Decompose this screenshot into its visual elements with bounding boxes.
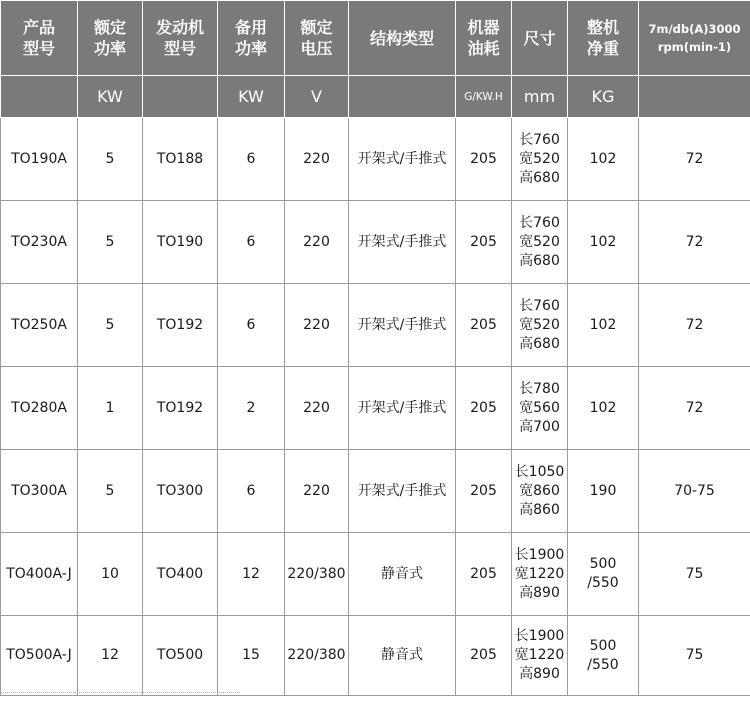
table-row [1,533,750,616]
cell-fuel: 205 [456,118,512,201]
cell-weight-line: /550 [587,656,619,673]
header-standby-power: 备用 功率 [218,1,285,76]
cell-noise: 72 [639,367,750,450]
cell-structure: 开架式/手推式 [349,284,456,367]
cell-weight [568,616,639,696]
cell-size-line: 宽520 [519,316,560,333]
cell-noise: 75 [639,616,750,696]
cell-size-line: 长1050 [514,463,565,480]
header-rated-voltage: 额定 电压 [285,1,349,76]
cell-noise: 72 [639,284,750,367]
cell-fuel: 205 [456,284,512,367]
cell-model: TO300A [1,450,78,533]
cell-weight-line: 102 [589,399,617,416]
cell-size [512,450,568,533]
cell-model: TO230A [1,201,78,284]
cell-weight-line: 190 [589,482,617,499]
cell-weight [568,201,639,284]
unit-cell: mm [512,76,568,118]
bottom-fill [0,700,750,719]
cell-size [512,284,568,367]
table-row [1,616,750,696]
cell-standby-power: 6 [218,284,285,367]
cell-size-line: 高860 [519,501,560,518]
cell-size-line: 宽1220 [514,565,565,582]
cell-size-line: 宽560 [519,399,560,416]
table-row [1,284,750,367]
cell-noise: 70-75 [639,450,750,533]
cell-standby-power: 2 [218,367,285,450]
table-row [1,450,750,533]
cell-rated-power: 10 [78,533,143,616]
cell-size-line: 长1900 [514,546,565,563]
cell-voltage: 220 [285,367,349,450]
cell-structure: 开架式/手推式 [349,450,456,533]
cell-size-line: 长760 [519,297,560,314]
cell-weight [568,284,639,367]
header-engine-model: 发动机 型号 [143,1,218,76]
cell-weight [568,118,639,201]
unit-cell: KW [218,76,285,118]
cell-model: TO280A [1,367,78,450]
cell-weight-line: 102 [589,316,617,333]
table-row [1,201,750,284]
header-weight: 整机 净重 [568,1,639,76]
cell-standby-power: 12 [218,533,285,616]
header-fuel: 机器 油耗 [456,1,512,76]
cell-rated-power: 5 [78,450,143,533]
header-row [1,1,750,76]
cell-noise: 72 [639,201,750,284]
cell-size [512,367,568,450]
cell-structure: 静音式 [349,533,456,616]
unit-cell [639,76,750,118]
cell-rated-power: 5 [78,118,143,201]
cell-size [512,201,568,284]
cell-size-line: 宽860 [519,482,560,499]
header-rated-power: 额定 功率 [78,1,143,76]
cell-structure: 开架式/手推式 [349,118,456,201]
cell-standby-power: 15 [218,616,285,696]
cell-rated-power: 5 [78,201,143,284]
cell-model: TO190A [1,118,78,201]
cell-size [512,616,568,696]
unit-cell: KW [78,76,143,118]
cell-size-line: 长780 [519,380,560,397]
unit-cell [1,76,78,118]
cell-engine: TO190 [143,201,218,284]
cell-model: TO400A-J [1,533,78,616]
cell-size-line: 长1900 [514,628,565,644]
cell-size-line: 宽1220 [514,647,565,663]
table-row [1,118,750,201]
cell-noise: 75 [639,533,750,616]
cell-size-line: 高890 [519,666,560,682]
cell-voltage: 220 [285,201,349,284]
cell-weight [568,367,639,450]
table-header [1,1,750,118]
cell-size-line: 高680 [519,252,560,269]
cell-weight-line: 102 [589,233,617,250]
cell-fuel: 205 [456,367,512,450]
cell-structure: 静音式 [349,616,456,696]
cell-voltage: 220/380 [285,533,349,616]
cell-standby-power: 6 [218,450,285,533]
header-size: 尺寸 [512,1,568,76]
cell-voltage: 220 [285,284,349,367]
cell-size-line: 高680 [519,335,560,352]
cell-weight [568,450,639,533]
cell-weight [568,533,639,616]
cell-weight-line: 102 [589,150,617,167]
unit-cell: G/KW.H [456,76,512,118]
table-row [1,367,750,450]
cell-noise: 72 [639,118,750,201]
cell-engine: TO400 [143,533,218,616]
cell-structure: 开架式/手推式 [349,367,456,450]
unit-cell [349,76,456,118]
unit-cell: KG [568,76,639,118]
cell-voltage: 220 [285,118,349,201]
cell-engine: TO192 [143,367,218,450]
cell-size-line: 宽520 [519,150,560,167]
cell-model: TO250A [1,284,78,367]
cell-structure: 开架式/手推式 [349,201,456,284]
cell-rated-power: 12 [78,616,143,696]
cell-voltage: 220/380 [285,616,349,696]
cell-engine: TO188 [143,118,218,201]
unit-row [1,76,750,118]
cell-size-line: 长760 [519,131,560,148]
cell-size-line: 长760 [519,214,560,231]
cell-weight-line: 500 [589,637,617,654]
cell-size-line: 高700 [519,418,560,435]
dotted-line [0,692,240,694]
cell-engine: TO300 [143,450,218,533]
cell-size-line: 高890 [519,584,560,601]
cell-fuel: 205 [456,533,512,616]
header-model: 产品 型号 [1,1,78,76]
cell-fuel: 205 [456,616,512,696]
cell-size [512,118,568,201]
cell-size-line: 宽520 [519,233,560,250]
cell-standby-power: 6 [218,201,285,284]
cell-engine: TO500 [143,616,218,696]
cell-rated-power: 1 [78,367,143,450]
cell-weight-line: 500 [589,556,617,572]
cell-model: TO500A-J [1,616,78,696]
header-structure: 结构类型 [349,1,456,76]
cell-engine: TO192 [143,284,218,367]
cell-rated-power: 5 [78,284,143,367]
header-noise: 7m/db(A)3000 rpm(min-1) [639,1,750,76]
cell-size [512,533,568,616]
table-body [1,118,750,696]
cell-fuel: 205 [456,450,512,533]
cell-size-line: 高680 [519,169,560,186]
cell-fuel: 205 [456,201,512,284]
unit-cell [143,76,218,118]
cell-voltage: 220 [285,450,349,533]
cell-standby-power: 6 [218,118,285,201]
unit-cell: V [285,76,349,118]
cell-weight-line: /550 [587,575,619,591]
